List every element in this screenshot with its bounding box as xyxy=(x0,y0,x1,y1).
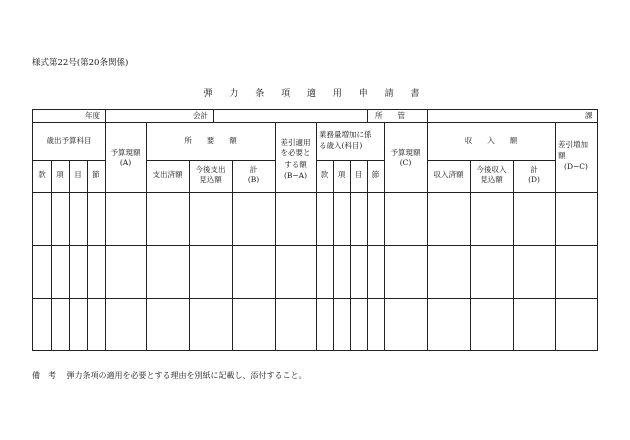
header-row-sep-4 xyxy=(427,110,428,122)
form-number: 様式第22号(第20条関係) xyxy=(32,58,129,68)
header-row-sep-2 xyxy=(213,110,214,122)
expenditure-kan-header: 款 xyxy=(38,170,46,179)
col-sep-d xyxy=(316,122,317,350)
remarks xyxy=(32,370,307,381)
future-revenue-header-2: 見込額 xyxy=(480,175,503,184)
required-amount-header: 所 要 額 xyxy=(184,136,237,145)
future-revenue-header-1: 今後収入 xyxy=(476,165,507,174)
application-table xyxy=(32,109,598,351)
subcol-sep xyxy=(87,160,88,350)
required-difference-header-3: する額 xyxy=(284,160,307,169)
fiscal-year-label: 年度 xyxy=(85,111,100,120)
increase-difference-formula: (D−C) xyxy=(564,162,588,171)
subcol-sep xyxy=(333,160,334,350)
account-label: 会計 xyxy=(193,111,208,120)
expenditure-subject-header: 歳出予算科目 xyxy=(46,136,92,145)
total-b-header: 計 xyxy=(249,165,258,174)
col-sep-f xyxy=(427,122,428,350)
budget-amount-a-mark: (A) xyxy=(119,158,132,167)
revenue-kou-header: 項 xyxy=(337,170,346,179)
increase-difference-header-1: 差引増加 xyxy=(558,140,588,149)
expenditure-moku-header: 目 xyxy=(74,170,82,179)
paid-amount-header: 支出済額 xyxy=(152,170,183,179)
increase-difference-header-2: 額 xyxy=(558,151,566,160)
revenue-amount-header: 収 入 額 xyxy=(464,136,518,145)
required-amount-divider xyxy=(146,160,275,161)
subcol-sep xyxy=(69,160,70,350)
remarks-text: 弾力条項の適用を必要とする理由を別紙に記載し、添付すること。 xyxy=(66,371,307,380)
total-d-mark: (D) xyxy=(528,175,540,184)
subcol-sep xyxy=(470,160,471,350)
workload-revenue-header-1: 業務量増加に係 xyxy=(319,130,372,139)
header-row-sep-1 xyxy=(105,110,106,122)
required-difference-header-2: を必要と xyxy=(280,148,311,157)
revenue-kan-header: 款 xyxy=(320,170,329,179)
subcol-sep xyxy=(232,160,233,350)
budget-amount-c-header: 予算現額 xyxy=(390,148,421,157)
subcol-sep xyxy=(189,160,190,350)
col-sep-g xyxy=(555,122,556,350)
required-difference-header-1: 差引適用 xyxy=(280,138,311,147)
subcol-sep xyxy=(350,160,351,350)
total-b-mark: (B) xyxy=(247,175,260,184)
subcol-sep xyxy=(367,160,368,350)
total-d-header: 計 xyxy=(530,165,538,174)
subcol-sep xyxy=(51,160,52,350)
revenue-amount-divider xyxy=(427,160,555,161)
future-payment-header-2: 見込額 xyxy=(199,175,222,184)
header-row-divider xyxy=(33,122,597,123)
required-difference-formula: (B−A) xyxy=(283,171,308,180)
workload-revenue-header-2: る歳入(科目) xyxy=(319,141,363,150)
revenue-setsu-header: 節 xyxy=(371,170,380,179)
subcol-sep xyxy=(513,160,514,350)
future-payment-header-1: 今後支出 xyxy=(195,165,226,174)
col-sep-b xyxy=(146,122,147,350)
remarks-label: 備 考 xyxy=(32,371,56,380)
expenditure-setsu-header: 節 xyxy=(92,170,100,179)
form-title: 弾 力 条 項 適 用 申 請 書 xyxy=(203,89,427,99)
received-amount-header: 収入済額 xyxy=(433,170,464,179)
budget-amount-c-mark: (C) xyxy=(399,158,412,167)
jurisdiction-label: 所 管 xyxy=(375,111,405,120)
expenditure-kou-header: 項 xyxy=(56,170,64,179)
budget-amount-a-header: 予算現額 xyxy=(110,148,141,157)
section-label: 課 xyxy=(585,111,593,120)
header-row-sep-3 xyxy=(367,110,368,122)
revenue-moku-header: 目 xyxy=(354,170,363,179)
